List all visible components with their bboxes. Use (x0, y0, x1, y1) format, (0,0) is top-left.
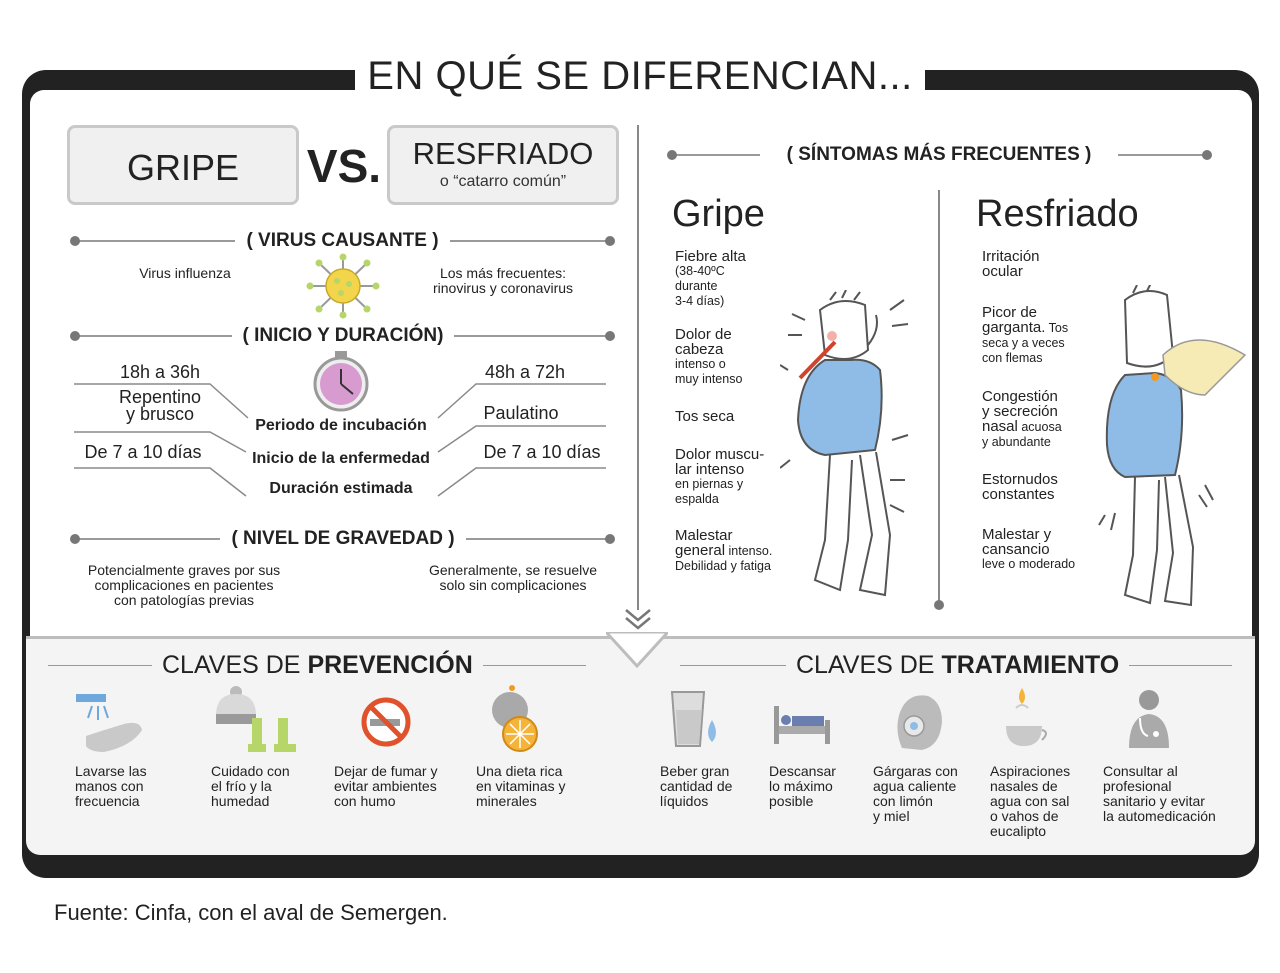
bed-icon (772, 704, 832, 746)
doctor-icon (1126, 688, 1172, 750)
gravedad-res-1: Generalmente, se resuelve (428, 562, 598, 578)
res-symptom-throat: Picor de garganta. Tos seca y a veces con flemas (982, 304, 1069, 365)
resfriado-title: RESFRIADO (412, 136, 594, 171)
winter-clothes-icon (212, 686, 302, 756)
gripe-symptom-headache: Dolor de cabeza intenso o muy intenso (675, 326, 743, 386)
gripe-duracion: De 7 a 10 días (84, 442, 202, 462)
gravedad-heading: ( NIVEL DE GRAVEDAD ) (220, 527, 466, 551)
resfriado-column-title: Resfriado (976, 193, 1139, 235)
line-dot (70, 534, 80, 544)
band-notch (606, 632, 668, 670)
label-duracion: Duración estimada (269, 480, 413, 497)
line-dot (605, 236, 615, 246)
prevencion-item-1: Cuidado con el frío y la humedad (211, 763, 290, 809)
tratamiento-item-0: Beber gran cantidad de líquidos (660, 763, 733, 809)
prevencion-item-0: Lavarse las manos con frecuencia (75, 763, 147, 809)
fruit-icon (488, 684, 544, 756)
label-inicio: Inicio de la enfermedad (252, 450, 430, 467)
tratamiento-heading: CLAVES DE TRATAMIENTO (786, 650, 1129, 680)
page-title: EN QUÉ SE DIFERENCIAN... (355, 48, 925, 104)
line-dot (667, 150, 677, 160)
source-note: Fuente: Cinfa, con el aval de Semergen. (54, 900, 448, 925)
gripe-box: GRIPE (67, 125, 299, 205)
tratamiento-item-1: Descansar lo máximo posible (769, 763, 836, 809)
virus-resfriado-1: Los más frecuentes: (439, 265, 567, 281)
center-divider (637, 125, 639, 610)
line-dot (1202, 150, 1212, 160)
res-inicio: Paulatino (483, 403, 559, 423)
res-symptom-congestion: Congestión y secreción nasal acuosa y abundante (982, 388, 1062, 449)
tratamiento-item-3: Aspiraciones nasales de agua con sal o vahos de eucalipto (990, 763, 1071, 839)
res-symptom-eyes: Irritación ocular (982, 248, 1040, 280)
resfriado-subtitle: o “catarro común” (439, 173, 567, 190)
gripe-symptom-malaise: Malestar general intenso. Debilidad y fatiga (675, 527, 773, 573)
res-duracion: De 7 a 10 días (483, 442, 601, 462)
res-symptom-sneezing: Estornudos constantes (982, 471, 1058, 503)
virus-gripe: Virus influenza (139, 265, 231, 281)
water-glass-icon (668, 690, 730, 750)
hand-washing-icon (74, 690, 144, 754)
no-smoking-icon (360, 696, 412, 748)
inicio-heading: ( INICIO Y DURACIÓN) (232, 324, 454, 348)
gravedad-gripe-1: Potencialmente graves por sus (87, 562, 281, 578)
sintomas-divider (938, 190, 940, 605)
gravedad-gripe-2: complicaciones en pacientes (94, 577, 274, 593)
res-symptom-fatigue: Malestar y cansancio leve o moderado (982, 526, 1076, 571)
virus-heading: ( VIRUS CAUSANTE ) (235, 229, 450, 253)
line-dot (70, 331, 80, 341)
prevencion-heading: CLAVES DE PREVENCIÓN (152, 650, 483, 680)
gripe-symptom-cough: Tos seca (675, 408, 735, 425)
tratamiento-item-2: Gárgaras con agua caliente con limón y miel (873, 763, 958, 824)
prevencion-item-3: Una dieta rica en vitaminas y minerales (476, 763, 566, 809)
res-incubacion: 48h a 72h (484, 362, 566, 382)
sneezing-man-icon (1095, 285, 1255, 615)
vs-label: VS. (306, 140, 382, 192)
virus-resfriado-2: rinovirus y coronavirus (432, 280, 574, 296)
line-dot (605, 331, 615, 341)
line-dot (70, 236, 80, 246)
gripe-symptom-muscle: Dolor muscu- lar intenso en piernas y espalda (675, 446, 765, 506)
steam-cup-icon (1002, 686, 1050, 750)
line-dot (934, 600, 944, 610)
prevencion-item-2: Dejar de fumar y evitar ambientes con humo (334, 763, 438, 809)
virus-icon (304, 253, 382, 319)
gripe-inicio-1: Repentino (118, 387, 202, 407)
line-dot (605, 534, 615, 544)
gravedad-gripe-3: con patologías previas (113, 592, 255, 608)
resfriado-box (387, 125, 619, 205)
sintomas-heading: ( SÍNTOMAS MÁS FRECUENTES ) (760, 143, 1118, 167)
gripe-inicio-2: y brusco (125, 404, 195, 424)
gargle-icon (892, 690, 946, 752)
gravedad-res-2: solo sin complicaciones (439, 577, 587, 593)
gripe-incubacion: 18h a 36h (119, 362, 201, 382)
tratamiento-item-4: Consultar al profesional sanitario y evitar la automedicación (1103, 763, 1216, 824)
label-incubacion: Periodo de incubación (255, 417, 427, 434)
gripe-symptom-fever: Fiebre alta (38-40ºC durante 3-4 días) (675, 248, 746, 308)
sick-man-fever-icon (780, 290, 920, 610)
gripe-column-title: Gripe (672, 193, 765, 235)
